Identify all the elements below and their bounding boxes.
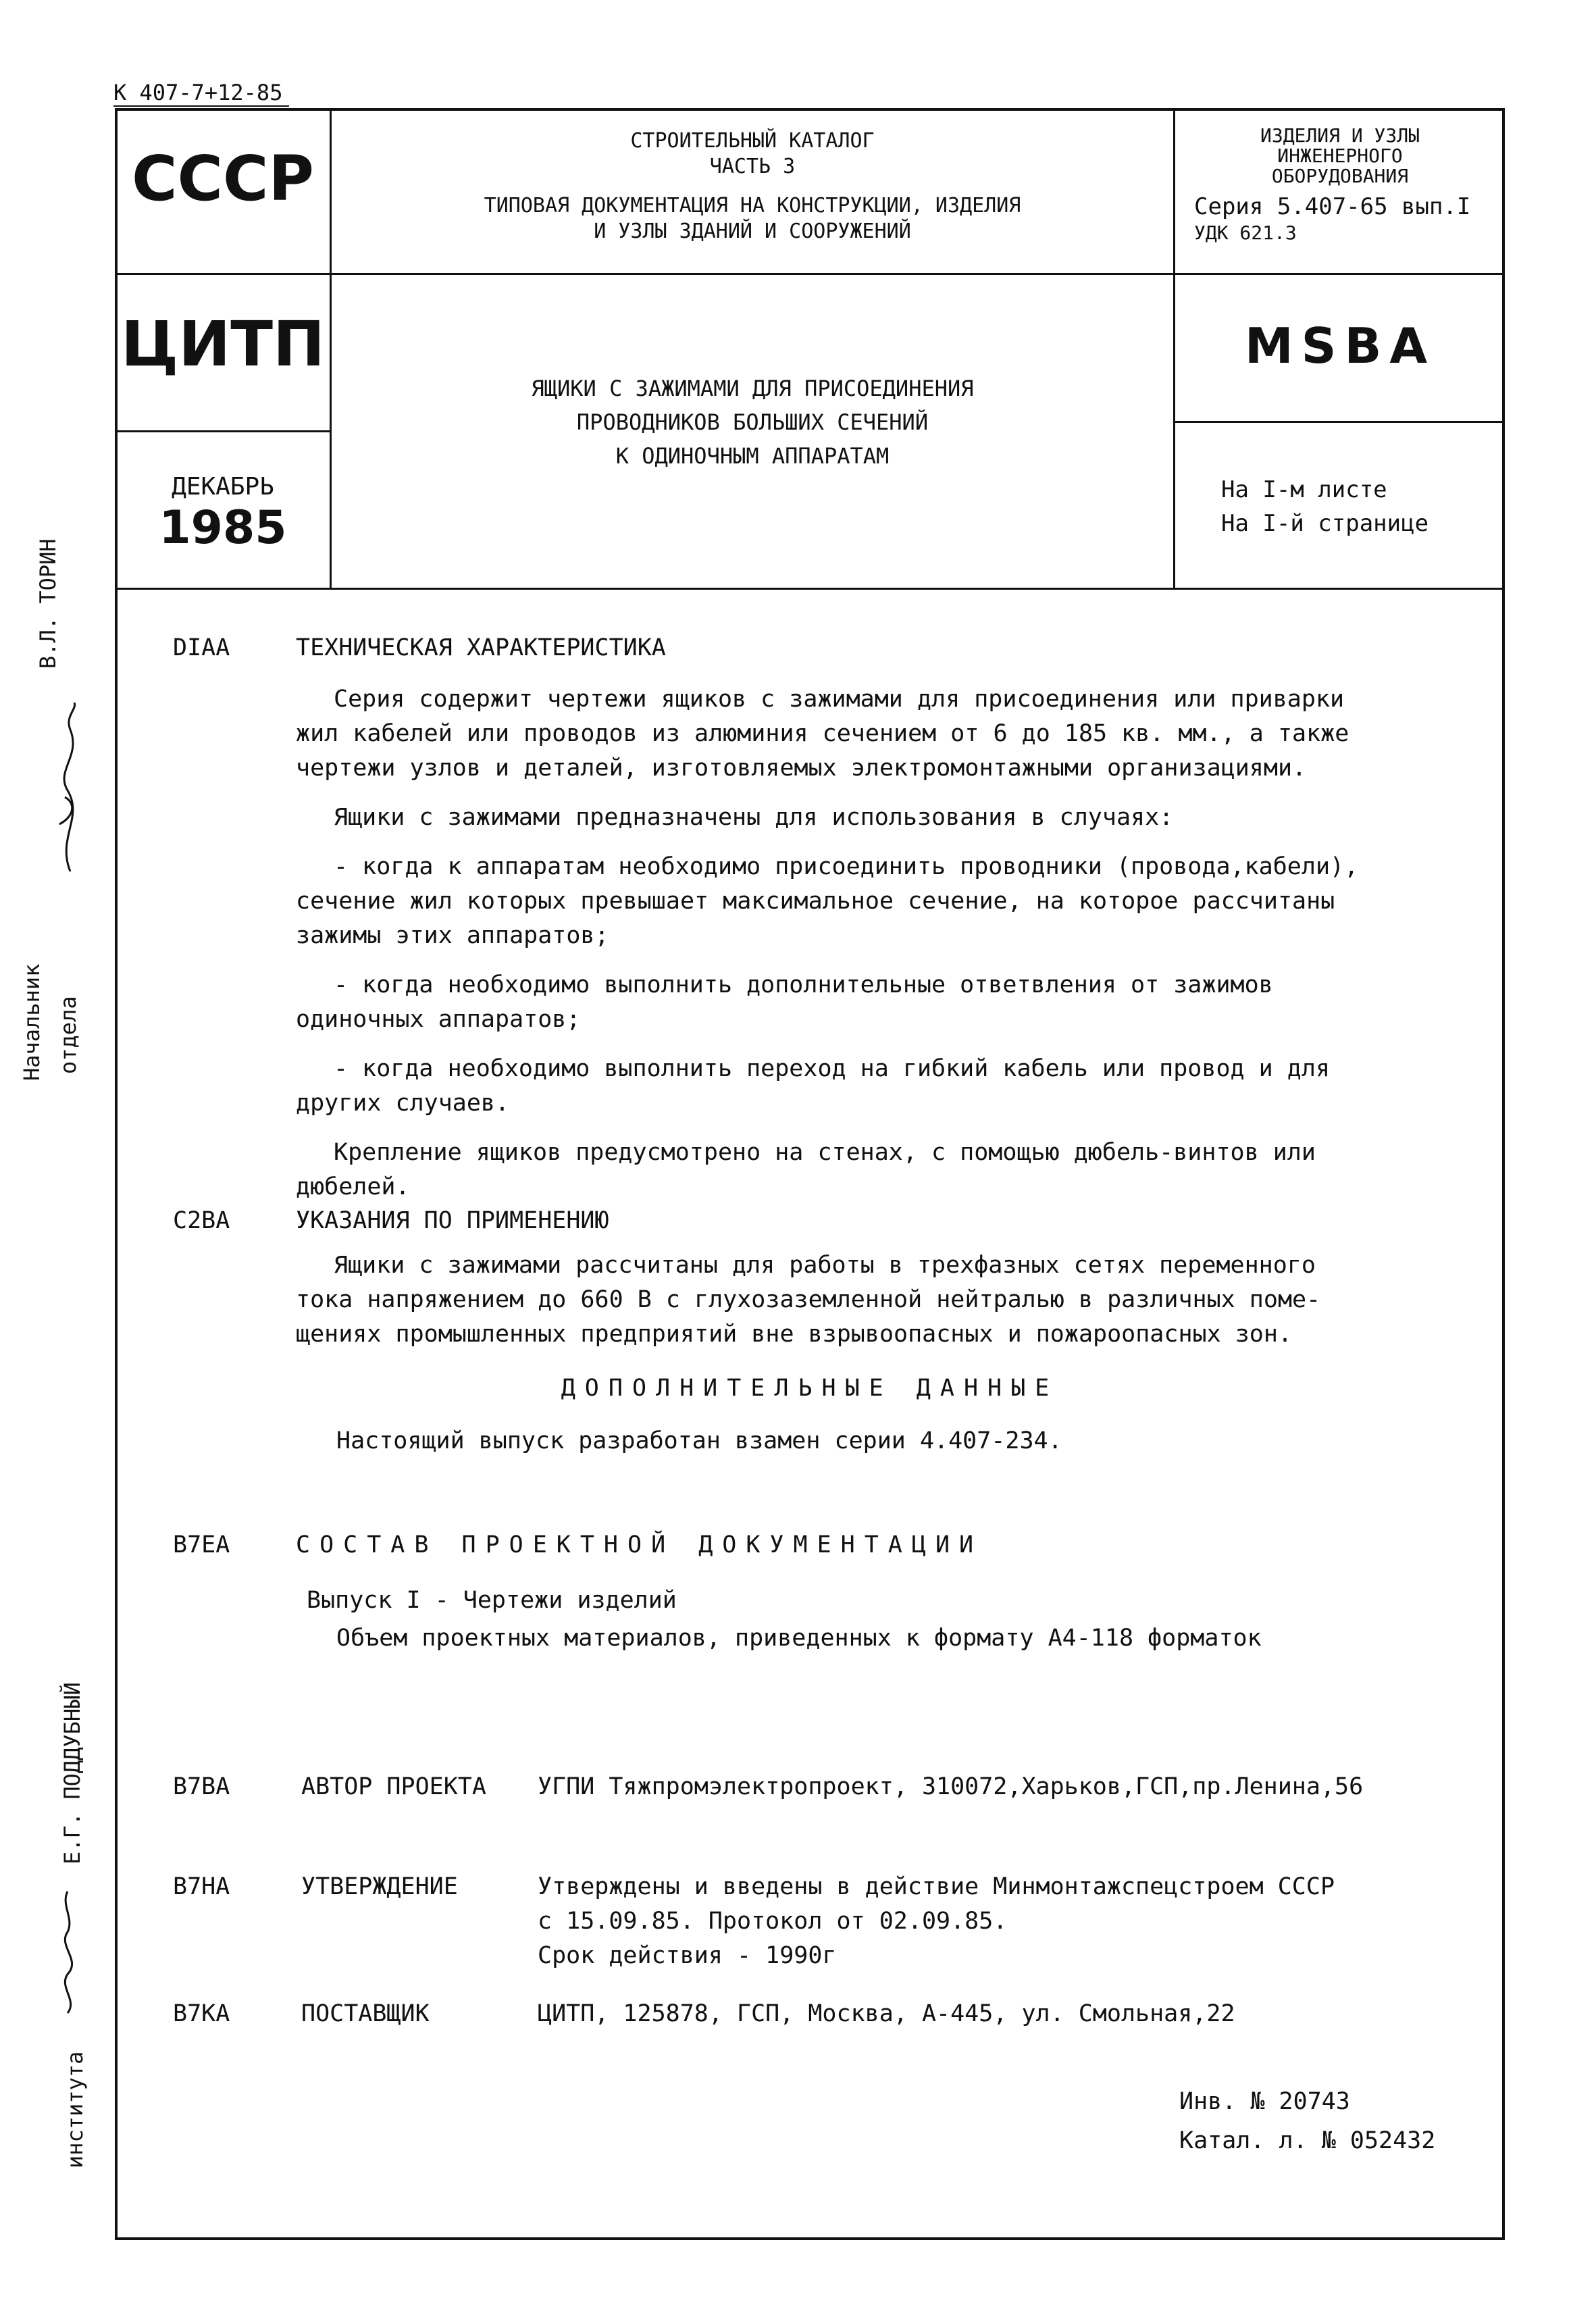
catalog-line: ЧАСТЬ 3 [709,155,796,178]
extra-data-text: Настоящий выпуск разработан взамен серии 4.407-234. [336,1427,1062,1454]
text-line: - когда к аппаратам необходимо присоединить проводники (провода,кабели), [334,853,1359,880]
text-line: - когда необходимо выполнить дополнительные ответвления от зажимов [334,971,1273,998]
text-line: - когда необходимо выполнить переход на гибкий кабель или провод и для [334,1055,1331,1082]
sheet-info [1221,473,1428,540]
section-code-approval: B7HA [173,1873,230,1900]
section-code-author: B7BA [173,1773,230,1800]
catalog-sheet-label: Катал. л. № [1179,2127,1336,2154]
text-line: дюбелей. [296,1173,410,1200]
catalog-line: СТРОИТЕЛЬНЫЙ КАТАЛОГ [630,129,875,153]
text-line: Утверждены и введены в действие Минмонтажспецстроем СССР [538,1873,1335,1900]
signature-bottom [47,1885,88,2020]
text-line: Ящики с зажимами рассчитаны для работы в трехфазных сетях переменного [334,1252,1316,1279]
section-label [1175,126,1505,186]
section-title-docs: СОСТАВ ПРОЕКТНОЙ ДОКУМЕНТАЦИИ [296,1531,983,1558]
dept-head-label-2: отдела [55,996,81,1074]
product-title-line: ЯЩИКИ С ЗАЖИМАМИ ДЛЯ ПРИСОЕДИНЕНИЯ [531,376,974,401]
header-row-line-right [1173,421,1505,423]
section-title-tech: ТЕХНИЧЕСКАЯ ХАРАКТЕРИСТИКА [296,634,666,661]
text-line: Крепление ящиков предусмотрено на стенах, с помощью дюбель-винтов или [334,1139,1316,1166]
approval-label: УТВЕРЖДЕНИЕ [301,1873,458,1900]
text-line: Ящики с зажимами предназначены для использования в случаях: [334,804,1174,831]
text-line: тока напряжением до 660 В с глухозаземленной нейтралью в различных поме- [296,1286,1321,1313]
inventory-line [1179,2085,1350,2119]
country-label: СССР [132,143,314,215]
month-label: ДЕКАБРЬ [172,473,274,501]
sheet-line: На I-м листе [1221,476,1387,503]
catalog-line: ТИПОВАЯ ДОКУМЕНТАЦИЯ НА КОНСТРУКЦИИ, ИЗДЕЛИЯ [484,194,1021,218]
text-line: сечение жил которых превышает максимальное сечение, на которое рассчитаны [296,888,1335,915]
extra-data-title: ДОПОЛНИТЕЛЬНЫЕ ДАННЫЕ [561,1375,1059,1402]
section-code-tech: DIAA [173,634,230,661]
section-line: ИНЖЕНЕРНОГО [1277,145,1403,167]
supplier-label: ПОСТАВЩИК [301,2000,430,2027]
usage-description [296,1248,1320,1352]
author-label: АВТОР ПРОЕКТА [301,1773,486,1800]
section-line: ОБОРУДОВАНИЯ [1271,165,1409,187]
supplier-value: ЦИТП, 125878, ГСП, Москва, А-445, ул. Смольная,22 [538,2000,1235,2027]
text-line: жил кабелей или проводов из алюминия сечением от 6 до 185 кв. мм., а также [296,720,1349,747]
inventory-number: 20743 [1279,2088,1350,2115]
dept-head-label-1: Начальник [19,963,45,1081]
text-line: чертежи узлов и деталей, изготовляемых электромонтажными организациями. [296,755,1307,782]
section-code-usage: C2BA [173,1207,230,1234]
section-code-docs: B7EA [173,1531,230,1558]
section-line: ИЗДЕЛИЯ И УЗЛЫ [1260,124,1420,147]
product-title-line: ПРОВОДНИКОВ БОЛЬШИХ СЕЧЕНИЙ [576,409,929,435]
year-label: 1985 [159,501,287,555]
catalog-line: И УЗЛЫ ЗДАНИЙ И СООРУЖЕНИЙ [594,220,911,243]
volume-line: Объем проектных материалов, приведенных к формату А4-118 форматок [336,1625,1262,1652]
tech-description [296,682,1358,1204]
series-label: Серия 5.407-65 вып.I [1194,193,1471,220]
text-line: с 15.09.85. Протокол от 02.09.85. [538,1908,1008,1935]
signature-top [50,703,91,878]
catalog-sheet-line [1179,2124,1435,2158]
header-bottom-line [115,588,1505,590]
signer-top-name: В.Л. ТОРИН [35,538,61,669]
header-row-line-left [115,430,331,432]
product-title-line: К ОДИНОЧНЫМ АППАРАТАМ [615,443,890,469]
section-title-usage: УКАЗАНИЯ ПО ПРИМЕНЕНИЮ [296,1207,609,1234]
author-value: УГПИ Тяжпромэлектропроект, 310072,Харьков,ГСП,пр.Ленина,56 [538,1773,1364,1800]
signer-bottom-name: Е.Г. ПОДДУБНЫЙ [59,1682,85,1864]
document-code: К 407-7+12-85 [113,80,283,105]
sheet-line: На I-й странице [1221,510,1429,537]
org-label: ЦИТП [120,308,326,380]
issue-line: Выпуск I - Чертежи изделий [307,1587,677,1614]
institute-label: института [62,2051,88,2168]
code-underline [113,105,289,107]
text-line: щениях промышленных предприятий вне взрывоопасных и пожароопасных зон. [296,1321,1293,1348]
text-line: зажимы этих аппаратов; [296,922,609,949]
text-line: других случаев. [296,1090,510,1117]
header-row-line-1 [115,273,1505,275]
catalog-sheet-number: 052432 [1349,2127,1436,2154]
inventory-label: Инв. № [1179,2088,1265,2115]
section-code-supplier: B7KA [173,2000,230,2027]
product-title [332,372,1173,473]
udk-label: УДК 621.3 [1194,222,1297,244]
catalog-title [332,128,1173,245]
classification-code: MSBA [1244,317,1436,374]
text-line: одиночных аппаратов; [296,1006,581,1033]
text-line: Серия содержит чертежи ящиков с зажимами для присоединения или приварки [334,686,1345,713]
text-line: Срок действия - 1990г [538,1942,837,1969]
approval-value [538,1870,1335,1973]
